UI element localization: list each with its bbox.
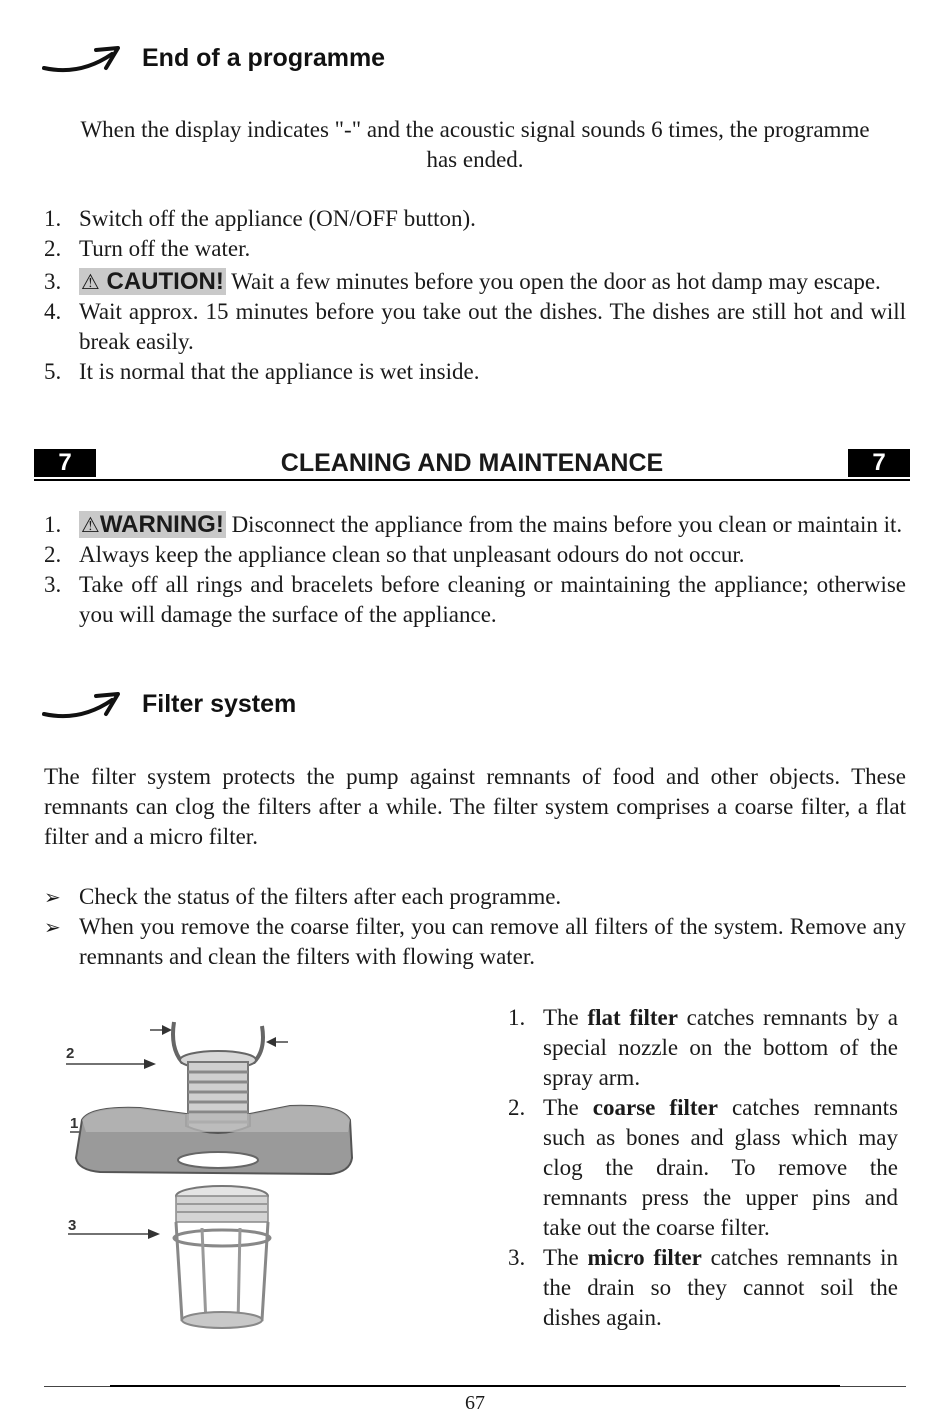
list-item: ➢ When you remove the coarse filter, you can remove all filters of the system. Remove any remnants and clean the filters with flowing water. [44, 914, 906, 969]
list-item: 1. ⚠WARNING! Disconnect the appliance from the mains before you clean or maintain it. [44, 511, 903, 538]
list-item: 3. ⚠ CAUTION! Wait a few minutes before you open the door as hot damp may escape. [44, 268, 881, 295]
list-item: 1. The flat filter catches remnants by a special nozzle on the bottom of the spray arm. [508, 1005, 898, 1090]
caution-badge: ⚠ CAUTION! [81, 268, 224, 295]
list-item: 2. Turn off the water. [44, 236, 251, 261]
arrow-bullet-icon: ➢ [44, 885, 61, 909]
warning-triangle-icon: ⚠ [81, 513, 100, 537]
section-number-right: 7 [848, 449, 910, 477]
page-number: 67 [465, 1392, 485, 1414]
figure-label-1: 1 [70, 1115, 79, 1132]
arrow-icon [40, 42, 122, 84]
cleaning-list [44, 510, 906, 630]
list-item: ➢ Check the status of the filters after each programme. [44, 882, 906, 912]
figure-label-2: 2 [66, 1045, 75, 1062]
section-header-bar [34, 449, 910, 481]
list-item: 4. Wait approx. 15 minutes before you take out the dishes. The dishes are still hot and will break easily. [44, 299, 906, 354]
filter-diagram [60, 1008, 370, 1338]
filter-system-intro: The filter system protects the pump against remnants of food and other objects. These remnants can clog the filters after a while. The filter system comprises a coarse filter, a flat filter and a micro filter. [44, 764, 906, 849]
filter-bullets [44, 882, 906, 972]
list-item: 2. Always keep the appliance clean so that unpleasant odours do not occur. [44, 542, 745, 567]
end-programme-steps [44, 204, 906, 387]
warning-triangle-icon: ⚠ [81, 270, 107, 294]
filter-system-heading: Filter system [142, 690, 297, 718]
list-item: 3. The micro filter catches remnants in the drain so they cannot soil the dishes again. [508, 1245, 898, 1330]
list-item: 5. It is normal that the appliance is wet inside. [44, 359, 480, 384]
warning-badge: ⚠WARNING! [81, 511, 224, 538]
list-item: 3. Take off all rings and bracelets before cleaning or maintaining the appliance; otherwise you will damage the surface of the appliance. [44, 572, 906, 627]
arrow-icon [40, 688, 122, 730]
arrow-bullet-icon: ➢ [44, 915, 61, 939]
end-programme-intro: When the display indicates "-" and the acoustic signal sounds 6 times, the programme has ended. [80, 117, 870, 172]
filter-descriptions [508, 1003, 898, 1333]
section-number-left: 7 [34, 449, 96, 477]
end-programme-heading: End of a programme [142, 44, 386, 72]
section-title: CLEANING AND MAINTENANCE [280, 449, 664, 477]
list-item: 1. Switch off the appliance (ON/OFF button). [44, 206, 476, 231]
figure-label-3: 3 [68, 1217, 77, 1234]
list-item: 2. The coarse filter catches remnants such as bones and glass which may clog the drain. To remove the remnants press the upper pins and take out the coarse filter. [508, 1095, 898, 1240]
footer-divider-thick [110, 1385, 840, 1387]
